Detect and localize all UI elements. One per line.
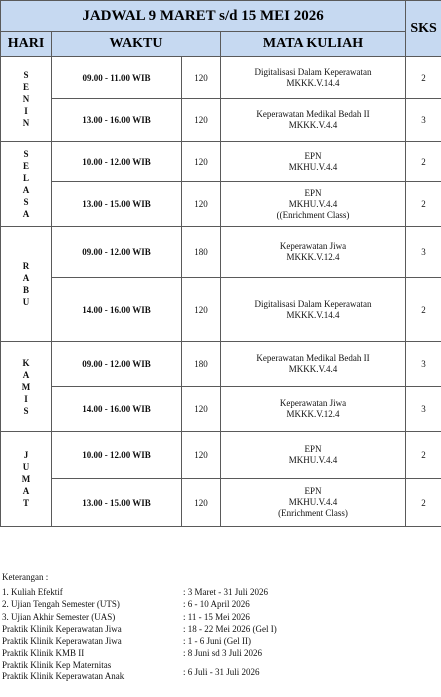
day-letter: T [22,498,29,508]
notes-item [2,598,302,610]
course-cell [221,479,406,527]
table-row [1,142,441,182]
notes-item-value: : 6 - 10 April 2026 [183,599,250,610]
notes-item [2,623,302,635]
table-row [1,99,441,142]
day-letter: S [23,405,29,416]
course-line: ((Enrichment Class) [276,209,350,220]
day-letter: I [24,106,28,116]
sks-cell: 2 [406,57,441,99]
table-row [1,182,441,227]
notes-item-label: 2. Ujian Tengah Semester (UTS) [2,599,120,610]
time-cell: 14.00 - 16.00 WIB [52,278,182,342]
header-waktu: WAKTU [52,32,221,57]
notes-item-label: Praktik Klinik Keperawatan Jiwa [2,623,122,634]
course-cell [221,387,406,432]
table-row [1,278,441,342]
notes-item-label: Praktik Klinik Keperawatan Anak [2,670,125,681]
day-letter: S [23,197,29,207]
course-line: EPN [304,444,322,454]
duration-cell: 120 [182,479,221,527]
time-cell: 13.00 - 15.00 WIB [52,479,182,527]
course-line: MKHU.V.4.4 [288,455,338,465]
day-letter: N [22,118,30,128]
notes-heading: Keterangan : [2,572,49,582]
duration-cell: 120 [182,142,221,182]
day-letter: A [22,369,30,380]
time-cell: 09.00 - 12.00 WIB [52,227,182,278]
sks-cell: 2 [406,432,441,479]
course-line: EPN [304,486,322,496]
table-row [1,479,441,527]
table-row [1,387,441,432]
day-cell [1,227,52,342]
course-cell [221,278,406,342]
notes-item-value: : 18 - 22 Mei 2026 (Gel I) [183,623,277,634]
duration-cell: 120 [182,387,221,432]
course-cell [221,182,406,227]
notes-item [2,586,302,598]
course-line: Keperawatan Jiwa [279,398,347,408]
course-line: MKKK.V.14.4 [286,77,340,88]
duration-cell: 120 [182,57,221,99]
notes-item-value: : 8 Juni sd 3 Juli 2026 [183,648,263,659]
time-cell: 09.00 - 11.00 WIB [52,57,182,99]
day-letter: E [22,161,29,171]
course-line: Keperawatan Medikal Bedah II [256,109,370,119]
notes-item-value: : 6 Juli - 31 Juli 2026 [183,666,260,677]
day-letter: S [23,149,29,159]
table-row [1,342,441,387]
course-cell [221,99,406,142]
day-cell [1,432,52,527]
duration-cell: 180 [182,227,221,278]
course-cell [221,342,406,387]
day-cell [1,342,52,432]
duration-cell: 180 [182,342,221,387]
day-letter: M [21,474,31,484]
day-letter: J [23,450,29,460]
notes-item-label: Praktik Klinik Kep Maternitas [2,660,112,671]
day-letter: U [22,462,30,472]
sks-cell: 2 [406,182,441,227]
course-line: Keperawatan Medikal Bedah II [256,353,370,363]
notes-item-label: 1. Kuliah Efektif [2,587,63,598]
day-letter: M [21,381,31,392]
course-cell [221,432,406,479]
day-letter: E [22,82,29,92]
course-line: (Enrichment Class) [278,508,348,518]
course-cell [221,142,406,182]
time-cell: 13.00 - 15.00 WIB [52,182,182,227]
course-line: Keperawatan Jiwa [279,241,347,251]
notes-item [2,666,302,682]
course-line: EPN [304,150,322,161]
day-cell [1,142,52,227]
sks-cell: 2 [406,142,441,182]
sks-cell: 2 [406,278,441,342]
time-cell: 10.00 - 12.00 WIB [52,142,182,182]
day-letter: A [22,273,30,283]
day-letter: L [22,173,29,183]
sks-cell: 2 [406,479,441,527]
notes-section [2,571,302,684]
day-letter: A [22,486,30,496]
notes-item [2,647,302,659]
sks-cell: 3 [406,387,441,432]
course-line: MKKK.V.4.4 [288,364,338,374]
table-row [1,57,441,99]
duration-cell: 120 [182,182,221,227]
notes-item [2,635,302,647]
day-letter: A [22,209,30,219]
duration-cell: 120 [182,99,221,142]
course-cell [221,227,406,278]
notes-item-value: : 1 - 6 Juni (Gel II) [183,635,251,646]
header-hari: HARI [1,32,52,57]
course-line: MKHU.V.4.4 [288,497,338,507]
course-line: MKHU.V.4.4 [288,198,338,209]
sks-cell: 3 [406,342,441,387]
course-line: Digitalisasi Dalam Keperawatan [254,66,372,77]
day-cell [1,57,52,142]
time-cell: 14.00 - 16.00 WIB [52,387,182,432]
day-letter: R [22,261,30,271]
sks-cell: 3 [406,99,441,142]
day-letter: U [22,297,30,307]
sks-cell: 3 [406,227,441,278]
notes-item-value: : 3 Maret - 31 Juli 2026 [183,587,268,598]
schedule-title: JADWAL 9 MARET s/d 15 MEI 2026 [1,1,406,32]
notes-item-label: Praktik Klinik Keperawatan Jiwa [2,635,122,646]
time-cell: 09.00 - 12.00 WIB [52,342,182,387]
table-row [1,227,441,278]
course-line: EPN [304,187,322,198]
course-line: Digitalisasi Dalam Keperawatan [254,298,372,309]
day-letter: K [22,357,30,368]
duration-cell: 120 [182,278,221,342]
time-cell: 10.00 - 12.00 WIB [52,432,182,479]
course-line: MKKK.V.12.4 [286,252,340,262]
header-sks: SKS [406,1,441,57]
day-letter: S [23,70,29,80]
day-letter: B [22,285,29,295]
course-line: MKKK.V.4.4 [288,120,338,130]
time-cell: 13.00 - 16.00 WIB [52,99,182,142]
day-letter: A [22,185,30,195]
day-letter: N [22,94,30,104]
header-mata-kuliah: MATA KULIAH [221,32,406,57]
notes-item [2,611,302,623]
notes-item-label: 3. Ujian Akhir Semester (UAS) [2,611,116,622]
course-line: MKKK.V.12.4 [286,409,340,419]
course-line: MKKK.V.14.4 [286,309,340,320]
notes-item-label: Praktik Klinik KMB II [2,648,85,659]
course-cell [221,57,406,99]
day-letter: I [24,393,28,404]
table-row [1,432,441,479]
notes-item-value: : 11 - 15 Mei 2026 [183,611,250,622]
course-line: MKHU.V.4.4 [288,161,338,172]
duration-cell: 120 [182,432,221,479]
